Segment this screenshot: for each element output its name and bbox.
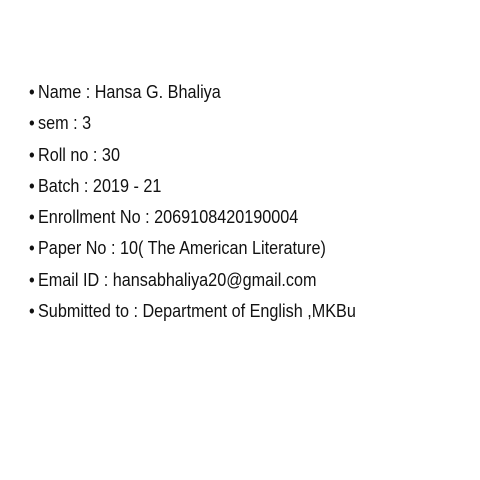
bullet-icon: •: [29, 175, 35, 196]
list-item-batch: [29, 171, 356, 202]
bullet-icon: •: [29, 238, 35, 259]
paper-no-text: Paper No : 10( The American Literature): [38, 238, 326, 259]
bullet-icon: •: [29, 82, 35, 102]
enrollment-no-text: Enrollment No : 2069108420190004: [38, 207, 299, 228]
list-item-name: [29, 77, 356, 108]
list-item-enrollment-no: [29, 202, 356, 233]
email-text: Email ID : hansabhaliya20@gmail.com: [38, 269, 317, 290]
bullet-icon: •: [29, 301, 35, 322]
batch-text: Batch : 2019 - 21: [38, 175, 162, 196]
roll-no-text: Roll no : 30: [38, 144, 120, 165]
list-item-email: [29, 265, 356, 296]
sem-text: sem : 3: [38, 113, 92, 134]
list-item-sem: [29, 108, 356, 139]
list-item-roll-no: [29, 140, 356, 171]
bullet-icon: •: [29, 269, 35, 290]
bullet-icon: •: [29, 144, 35, 165]
bullet-icon: •: [29, 207, 35, 228]
student-details-list: [29, 77, 392, 327]
submitted-to-text: Submitted to : Department of English ,MKBu: [38, 301, 356, 322]
list-item-paper-no: [29, 233, 356, 264]
list-item-submitted-to: [29, 296, 356, 327]
name-text: Name : Hansa G. Bhaliya: [38, 82, 221, 102]
bullet-icon: •: [29, 113, 35, 134]
